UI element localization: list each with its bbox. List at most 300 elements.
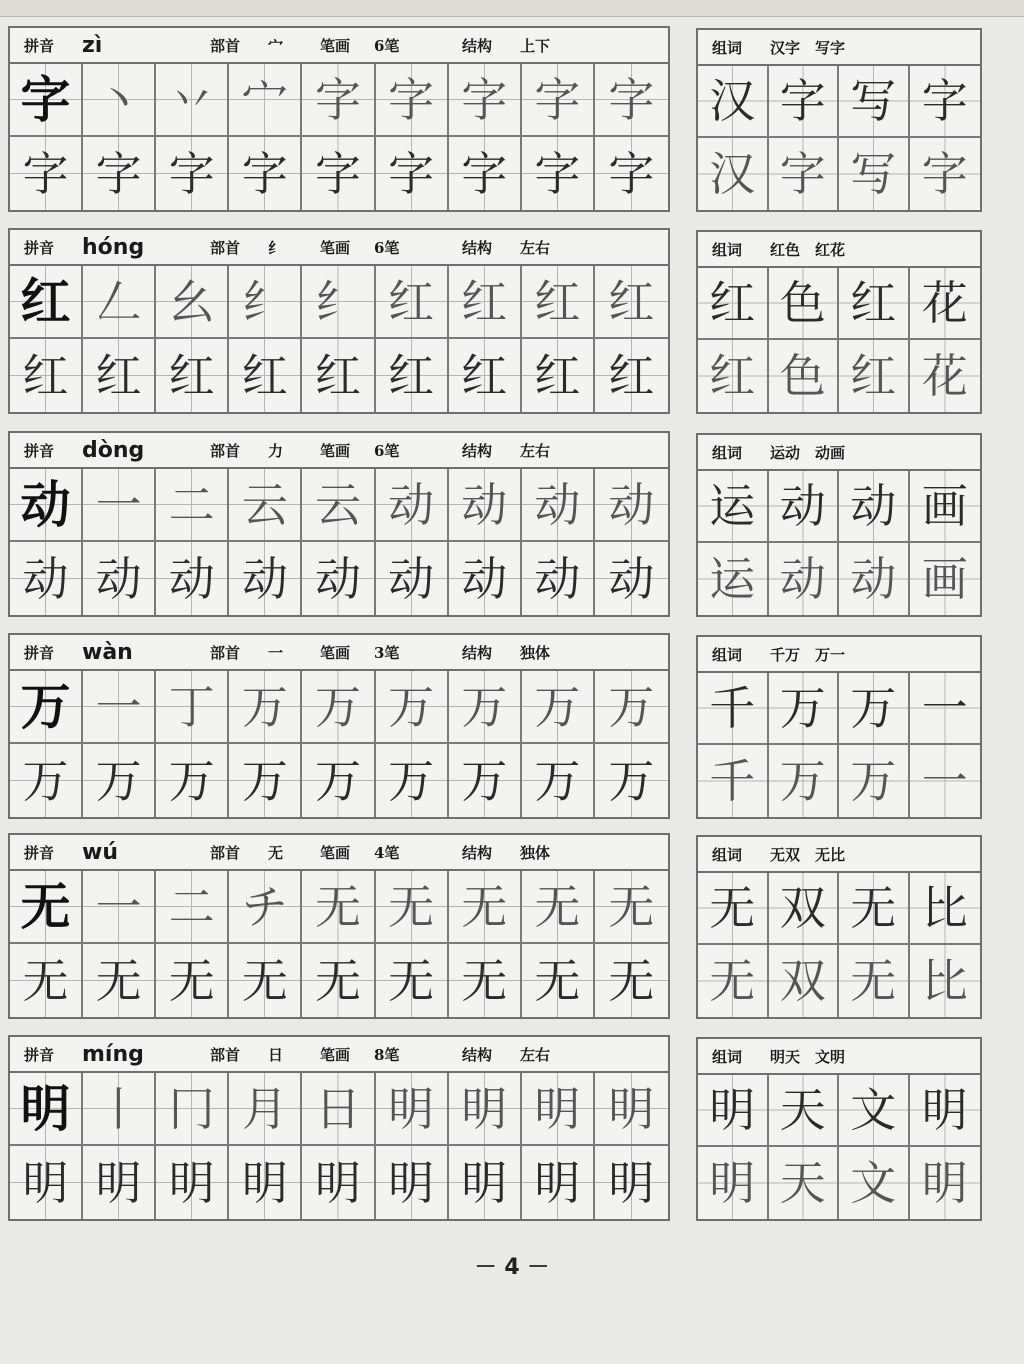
stroke-order-cell[interactable] (229, 1073, 302, 1146)
character-glyph: 字 (314, 72, 361, 127)
word-character-glyph: 红 (709, 349, 756, 403)
stroke-order-cell[interactable] (449, 469, 522, 542)
words-value: 汉字 写字 (770, 38, 846, 57)
character-glyph: 明 (388, 1155, 435, 1210)
character-glyph: 丶 (95, 72, 142, 127)
character-glyph: 万 (241, 679, 288, 734)
character-info-header (10, 635, 668, 671)
tian-grid (10, 469, 668, 615)
pinyin-label: 拼音 (24, 643, 55, 662)
character-info-header (10, 1037, 668, 1073)
practice-cell[interactable] (449, 744, 522, 817)
character-glyph: 一 (95, 477, 142, 532)
stroke-order-cell[interactable] (156, 469, 229, 542)
stroke-order-cell[interactable] (83, 671, 156, 744)
practice-cell[interactable] (522, 542, 595, 615)
practice-cell[interactable] (522, 339, 595, 412)
stroke-order-cell[interactable] (376, 871, 449, 944)
word-character-glyph: 天 (779, 1156, 826, 1210)
practice-cell[interactable] (302, 944, 375, 1017)
word-practice-cell[interactable] (698, 543, 769, 615)
word-practice-block (696, 28, 982, 212)
character-glyph: 一 (95, 679, 142, 734)
word-practice-cell[interactable] (839, 138, 910, 210)
word-model-cell[interactable] (769, 471, 840, 543)
practice-cell[interactable] (83, 1146, 156, 1219)
stroke-order-cell[interactable] (522, 671, 595, 744)
word-practice-cell[interactable] (769, 543, 840, 615)
stroke-order-cell[interactable] (522, 266, 595, 339)
word-practice-cell[interactable] (769, 745, 840, 817)
character-glyph: 丷 (168, 72, 215, 127)
word-practice-block (696, 1037, 982, 1221)
word-tian-grid (698, 268, 980, 412)
structure-value: 独体 (520, 643, 551, 662)
practice-cell[interactable] (449, 1146, 522, 1219)
stroke-order-cell[interactable] (522, 871, 595, 944)
stroke-order-cell[interactable] (449, 64, 522, 137)
character-glyph: 万 (20, 676, 71, 736)
pinyin-value: zì (82, 32, 103, 58)
character-glyph: 明 (241, 1155, 288, 1210)
character-glyph: 动 (608, 551, 655, 606)
character-glyph: 字 (461, 146, 508, 201)
stroke-order-cell[interactable] (522, 1073, 595, 1146)
stroke-order-cell[interactable] (302, 871, 375, 944)
practice-cell[interactable] (229, 339, 302, 412)
character-glyph: 万 (314, 679, 361, 734)
character-practice-block (8, 833, 670, 1019)
word-character-glyph: 明 (921, 1083, 968, 1137)
character-glyph: 一 (95, 879, 142, 934)
practice-cell[interactable] (595, 1146, 668, 1219)
word-model-cell[interactable] (698, 268, 769, 340)
strokes-label: 笔画 (320, 843, 351, 862)
stroke-order-cell[interactable] (302, 469, 375, 542)
word-character-glyph: 字 (921, 147, 968, 201)
practice-cell[interactable] (595, 339, 668, 412)
word-model-cell[interactable] (769, 873, 840, 945)
character-glyph: 字 (388, 146, 435, 201)
model-character-cell[interactable] (10, 1073, 83, 1146)
character-glyph: 字 (608, 146, 655, 201)
character-glyph: 云 (314, 477, 361, 532)
stroke-order-cell[interactable] (376, 1073, 449, 1146)
radical-value: 日 (268, 1045, 284, 1064)
words-header (698, 30, 980, 66)
character-glyph: 红 (314, 348, 361, 403)
word-practice-cell[interactable] (839, 745, 910, 817)
practice-cell[interactable] (522, 137, 595, 210)
word-practice-cell[interactable] (910, 945, 981, 1017)
word-model-cell[interactable] (910, 268, 981, 340)
strokes-value: 6笔 (374, 238, 400, 257)
word-practice-cell[interactable] (910, 1147, 981, 1219)
practice-cell[interactable] (156, 542, 229, 615)
word-character-glyph: 字 (921, 74, 968, 128)
character-practice-block (8, 1035, 670, 1221)
words-label: 组词 (712, 38, 743, 57)
practice-cell[interactable] (449, 944, 522, 1017)
practice-cell[interactable] (595, 137, 668, 210)
word-practice-cell[interactable] (769, 945, 840, 1017)
strokes-value: 6笔 (374, 36, 400, 55)
character-glyph: 明 (608, 1081, 655, 1136)
character-glyph: 明 (461, 1081, 508, 1136)
word-model-cell[interactable] (769, 66, 840, 138)
practice-cell[interactable] (10, 542, 83, 615)
word-model-cell[interactable] (698, 66, 769, 138)
word-character-glyph: 写 (850, 147, 897, 201)
structure-value: 独体 (520, 843, 551, 862)
practice-cell[interactable] (376, 339, 449, 412)
word-practice-block (696, 635, 982, 819)
practice-cell[interactable] (10, 944, 83, 1017)
model-character-cell[interactable] (10, 871, 83, 944)
practice-cell[interactable] (10, 1146, 83, 1219)
model-character-cell[interactable] (10, 671, 83, 744)
character-glyph: 万 (388, 679, 435, 734)
strokes-label: 笔画 (320, 643, 351, 662)
pinyin-value: hóng (82, 234, 145, 260)
radical-label: 部首 (210, 643, 241, 662)
word-practice-cell[interactable] (839, 945, 910, 1017)
radical-value: 力 (268, 441, 284, 460)
words-label: 组词 (712, 240, 743, 259)
stroke-order-cell[interactable] (595, 469, 668, 542)
word-model-cell[interactable] (839, 66, 910, 138)
practice-cell[interactable] (522, 944, 595, 1017)
character-glyph: 二 (168, 477, 215, 532)
character-glyph: 万 (461, 753, 508, 808)
pinyin-value: dòng (82, 437, 145, 463)
character-practice-block (8, 26, 670, 212)
word-practice-cell[interactable] (698, 1147, 769, 1219)
stroke-order-cell[interactable] (522, 64, 595, 137)
pinyin-label: 拼音 (24, 36, 55, 55)
practice-cell[interactable] (376, 944, 449, 1017)
words-header (698, 435, 980, 471)
character-glyph: 万 (608, 679, 655, 734)
character-glyph: 无 (314, 879, 361, 934)
word-character-glyph: 无 (709, 881, 756, 935)
stroke-order-cell[interactable] (83, 469, 156, 542)
practice-cell[interactable] (595, 744, 668, 817)
character-glyph: 动 (534, 551, 581, 606)
character-glyph: 红 (608, 274, 655, 329)
pinyin-value: wàn (82, 639, 133, 665)
tian-grid (10, 871, 668, 1017)
word-character-glyph: 汉 (709, 147, 756, 201)
word-model-cell[interactable] (839, 673, 910, 745)
character-glyph: 万 (95, 753, 142, 808)
words-header (698, 637, 980, 673)
stroke-order-cell[interactable] (302, 671, 375, 744)
strokes-label: 笔画 (320, 441, 351, 460)
stroke-order-cell[interactable] (83, 266, 156, 339)
word-practice-cell[interactable] (910, 745, 981, 817)
word-tian-grid (698, 471, 980, 615)
stroke-order-cell[interactable] (229, 64, 302, 137)
practice-cell[interactable] (156, 137, 229, 210)
character-glyph: 无 (20, 876, 71, 936)
character-glyph: 万 (388, 753, 435, 808)
stroke-order-cell[interactable] (376, 671, 449, 744)
character-glyph: 红 (20, 271, 71, 331)
word-model-cell[interactable] (769, 1075, 840, 1147)
character-glyph: 明 (608, 1155, 655, 1210)
word-character-glyph: 画 (921, 552, 968, 606)
character-glyph: 动 (388, 477, 435, 532)
stroke-order-cell[interactable] (595, 671, 668, 744)
practice-cell[interactable] (10, 137, 83, 210)
character-glyph: 红 (241, 348, 288, 403)
stroke-order-cell[interactable] (156, 266, 229, 339)
character-glyph: 无 (534, 953, 581, 1008)
character-glyph: 字 (20, 69, 71, 129)
word-practice-cell[interactable] (769, 340, 840, 412)
word-model-cell[interactable] (769, 673, 840, 745)
stroke-order-cell[interactable] (449, 871, 522, 944)
character-glyph: 丨 (95, 1081, 142, 1136)
word-character-glyph: 天 (779, 1083, 826, 1137)
practice-cell[interactable] (302, 1146, 375, 1219)
radical-value: 纟 (268, 238, 284, 257)
word-character-glyph: 文 (850, 1156, 897, 1210)
practice-cell[interactable] (449, 137, 522, 210)
practice-cell[interactable] (376, 1146, 449, 1219)
word-practice-cell[interactable] (839, 1147, 910, 1219)
word-character-glyph: 画 (921, 479, 968, 533)
word-practice-cell[interactable] (910, 340, 981, 412)
character-glyph: 二 (168, 879, 215, 934)
practice-cell[interactable] (156, 744, 229, 817)
character-glyph: 无 (95, 953, 142, 1008)
practice-cell[interactable] (595, 944, 668, 1017)
character-glyph: 字 (168, 146, 215, 201)
stroke-order-cell[interactable] (376, 266, 449, 339)
practice-cell[interactable] (10, 339, 83, 412)
word-character-glyph: 明 (709, 1083, 756, 1137)
stroke-order-cell[interactable] (595, 871, 668, 944)
word-model-cell[interactable] (698, 673, 769, 745)
word-tian-grid (698, 873, 980, 1017)
model-character-cell[interactable] (10, 266, 83, 339)
character-glyph: 红 (95, 348, 142, 403)
stroke-order-cell[interactable] (595, 64, 668, 137)
character-info-header (10, 835, 668, 871)
pinyin-label: 拼音 (24, 1045, 55, 1064)
character-glyph: 字 (22, 146, 69, 201)
practice-cell[interactable] (376, 137, 449, 210)
character-glyph: 云 (241, 477, 288, 532)
words-value: 明天 文明 (770, 1047, 846, 1066)
practice-cell[interactable] (522, 744, 595, 817)
word-practice-cell[interactable] (910, 138, 981, 210)
word-character-glyph: 运 (709, 479, 756, 533)
structure-value: 左右 (520, 238, 551, 257)
character-glyph: 字 (608, 72, 655, 127)
practice-cell[interactable] (83, 744, 156, 817)
practice-cell[interactable] (83, 137, 156, 210)
word-practice-block (696, 835, 982, 1019)
character-glyph: 明 (534, 1155, 581, 1210)
word-practice-cell[interactable] (839, 543, 910, 615)
word-practice-cell[interactable] (698, 945, 769, 1017)
structure-value: 左右 (520, 1045, 551, 1064)
character-glyph: 动 (388, 551, 435, 606)
practice-cell[interactable] (229, 137, 302, 210)
practice-cell[interactable] (449, 542, 522, 615)
practice-cell[interactable] (156, 339, 229, 412)
stroke-order-cell[interactable] (449, 266, 522, 339)
strokes-label: 笔画 (320, 36, 351, 55)
structure-label: 结构 (462, 36, 493, 55)
tian-grid (10, 671, 668, 817)
practice-cell[interactable] (595, 542, 668, 615)
character-glyph: 字 (95, 146, 142, 201)
word-model-cell[interactable] (698, 873, 769, 945)
word-practice-cell[interactable] (698, 138, 769, 210)
practice-cell[interactable] (10, 744, 83, 817)
stroke-order-cell[interactable] (302, 64, 375, 137)
words-label: 组词 (712, 845, 743, 864)
word-practice-cell[interactable] (769, 138, 840, 210)
word-character-glyph: 万 (779, 754, 826, 808)
words-value: 运动 动画 (770, 443, 846, 462)
stroke-order-cell[interactable] (229, 871, 302, 944)
practice-cell[interactable] (229, 944, 302, 1017)
word-model-cell[interactable] (839, 471, 910, 543)
word-tian-grid (698, 673, 980, 817)
word-character-glyph: 双 (779, 954, 826, 1008)
character-glyph: 动 (22, 551, 69, 606)
word-model-cell[interactable] (910, 471, 981, 543)
stroke-order-cell[interactable] (229, 671, 302, 744)
word-model-cell[interactable] (839, 1075, 910, 1147)
stroke-order-cell[interactable] (156, 1073, 229, 1146)
radical-label: 部首 (210, 238, 241, 257)
practice-cell[interactable] (156, 1146, 229, 1219)
practice-cell[interactable] (302, 744, 375, 817)
stroke-order-cell[interactable] (229, 266, 302, 339)
stroke-order-cell[interactable] (449, 1073, 522, 1146)
practice-cell[interactable] (229, 1146, 302, 1219)
words-value: 无双 无比 (770, 845, 846, 864)
word-practice-cell[interactable] (698, 745, 769, 817)
word-character-glyph: 花 (921, 276, 968, 330)
character-glyph: 红 (534, 348, 581, 403)
character-glyph: 无 (608, 953, 655, 1008)
pinyin-label: 拼音 (24, 843, 55, 862)
word-character-glyph: 比 (921, 954, 968, 1008)
stroke-order-cell[interactable] (156, 871, 229, 944)
stroke-order-cell[interactable] (449, 671, 522, 744)
practice-cell[interactable] (156, 944, 229, 1017)
character-glyph: 明 (20, 1078, 71, 1138)
character-glyph: 动 (608, 477, 655, 532)
practice-cell[interactable] (449, 339, 522, 412)
model-character-cell[interactable] (10, 64, 83, 137)
stroke-order-cell[interactable] (229, 469, 302, 542)
tian-grid (10, 266, 668, 412)
practice-cell[interactable] (83, 944, 156, 1017)
practice-cell[interactable] (376, 744, 449, 817)
stroke-order-cell[interactable] (156, 64, 229, 137)
radical-value: 无 (268, 843, 284, 862)
practice-cell[interactable] (302, 339, 375, 412)
character-glyph: 无 (388, 953, 435, 1008)
practice-cell[interactable] (229, 542, 302, 615)
model-character-cell[interactable] (10, 469, 83, 542)
word-practice-cell[interactable] (698, 340, 769, 412)
character-glyph: 字 (314, 146, 361, 201)
pinyin-label: 拼音 (24, 441, 55, 460)
strokes-label: 笔画 (320, 1045, 351, 1064)
stroke-order-cell[interactable] (83, 64, 156, 137)
structure-value: 上下 (520, 36, 551, 55)
word-model-cell[interactable] (698, 1075, 769, 1147)
stroke-order-cell[interactable] (302, 266, 375, 339)
character-glyph: 字 (388, 72, 435, 127)
word-model-cell[interactable] (698, 471, 769, 543)
character-glyph: 万 (534, 753, 581, 808)
stroke-order-cell[interactable] (595, 1073, 668, 1146)
word-practice-cell[interactable] (839, 340, 910, 412)
stroke-order-cell[interactable] (156, 671, 229, 744)
word-model-cell[interactable] (910, 673, 981, 745)
character-glyph: 红 (388, 348, 435, 403)
word-character-glyph: 动 (850, 479, 897, 533)
practice-cell[interactable] (302, 137, 375, 210)
word-model-cell[interactable] (769, 268, 840, 340)
character-glyph: 动 (95, 551, 142, 606)
word-model-cell[interactable] (910, 1075, 981, 1147)
words-header (698, 837, 980, 873)
character-glyph: 𠃋 (95, 274, 142, 329)
practice-cell[interactable] (302, 542, 375, 615)
structure-label: 结构 (462, 238, 493, 257)
practice-cell[interactable] (376, 542, 449, 615)
word-model-cell[interactable] (910, 66, 981, 138)
word-model-cell[interactable] (839, 268, 910, 340)
practice-cell[interactable] (83, 339, 156, 412)
pinyin-label: 拼音 (24, 238, 55, 257)
pinyin-value: míng (82, 1041, 144, 1067)
stroke-order-cell[interactable] (595, 266, 668, 339)
character-glyph: 字 (461, 72, 508, 127)
character-glyph: 动 (241, 551, 288, 606)
practice-cell[interactable] (83, 542, 156, 615)
word-model-cell[interactable] (839, 873, 910, 945)
word-practice-cell[interactable] (769, 1147, 840, 1219)
stroke-order-cell[interactable] (376, 64, 449, 137)
word-model-cell[interactable] (910, 873, 981, 945)
practice-cell[interactable] (522, 1146, 595, 1219)
stroke-order-cell[interactable] (83, 871, 156, 944)
word-practice-cell[interactable] (910, 543, 981, 615)
stroke-order-cell[interactable] (522, 469, 595, 542)
stroke-order-cell[interactable] (376, 469, 449, 542)
character-glyph: 动 (461, 551, 508, 606)
stroke-order-cell[interactable] (302, 1073, 375, 1146)
practice-cell[interactable] (229, 744, 302, 817)
stroke-order-cell[interactable] (83, 1073, 156, 1146)
character-glyph: 动 (314, 551, 361, 606)
pinyin-value: wú (82, 839, 118, 865)
word-character-glyph: 文 (850, 1083, 897, 1137)
character-glyph: 无 (461, 953, 508, 1008)
